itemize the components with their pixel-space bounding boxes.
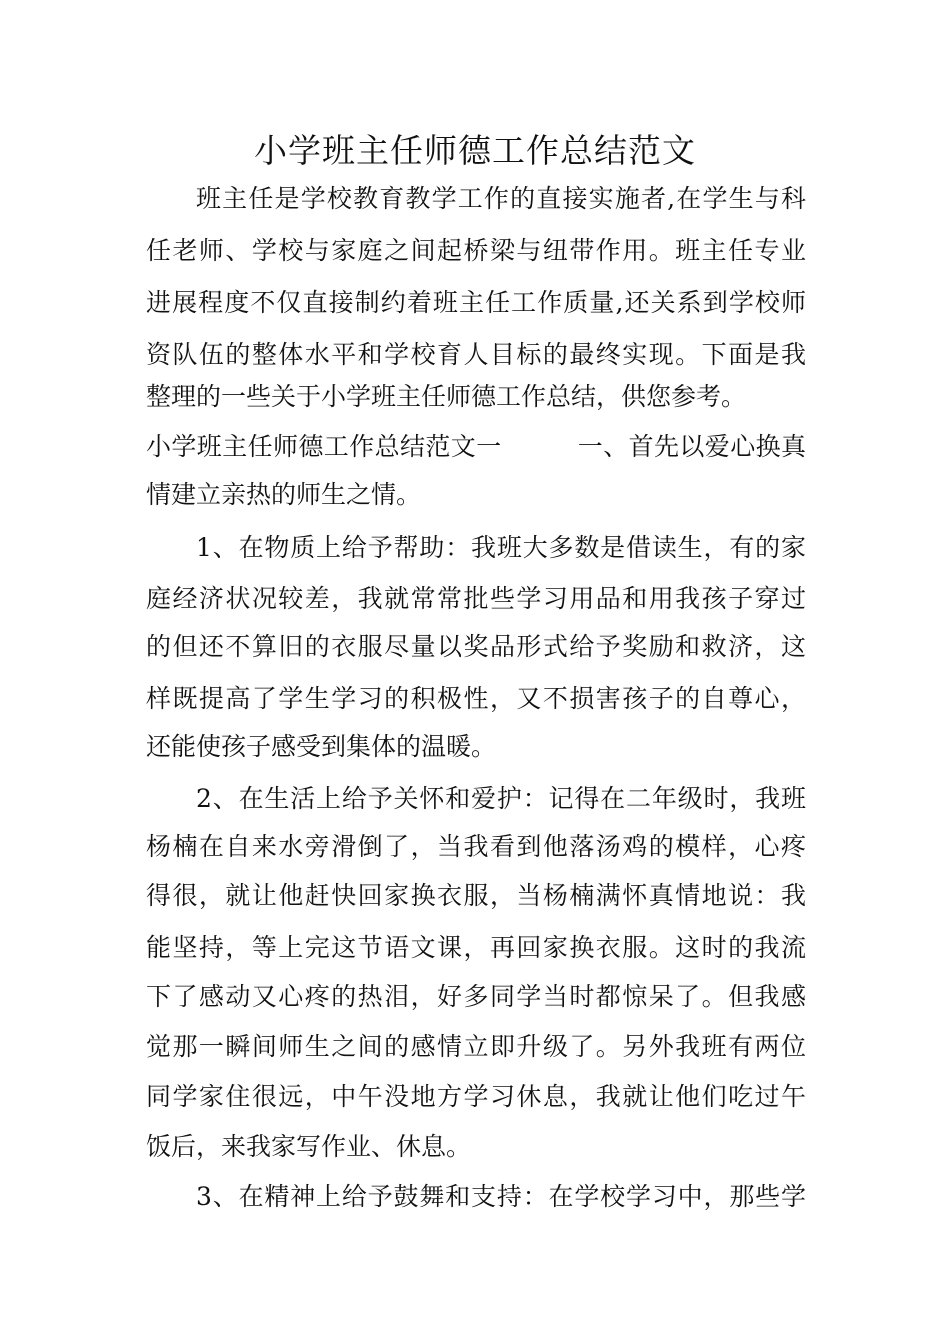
paragraph-line: 觉那一瞬间师生之间的感情立即升级了。另外我班有两位: [146, 1032, 806, 1061]
paragraph-line: 得很，就让他赶快回家换衣服，当杨楠满怀真情地说：我: [146, 881, 806, 910]
paragraph-line: 下了感动又心疼的热泪，好多同学当时都惊呆了。但我感: [146, 982, 806, 1011]
document-title: 小学班主任师德工作总结范文: [254, 131, 696, 170]
paragraph-line: 还能使孩子感受到集体的温暖。: [146, 732, 497, 761]
paragraph-line: 庭经济状况较差，我就常常批些学习用品和用我孩子穿过: [146, 584, 806, 613]
paragraph-line: 资队伍的整体水平和学校育人目标的最终实现。下面是我: [146, 340, 806, 369]
paragraph-line: 进展程度不仅直接制约着班主任工作质量,还关系到学校师: [146, 288, 806, 317]
section-heading-line: 情建立亲热的师生之情。: [146, 480, 422, 509]
paragraph-line: 任老师、学校与家庭之间起桥梁与纽带作用。班主任专业: [146, 236, 806, 265]
paragraph-line: 饭后，来我家写作业、休息。: [146, 1132, 472, 1161]
paragraph-line: 班主任是学校教育教学工作的直接实施者,在学生与科: [196, 184, 806, 213]
paragraph-line: 同学家住很远，中午没地方学习休息，我就让他们吃过午: [146, 1082, 806, 1111]
paragraph-line: 1、在物质上给予帮助：我班大多数是借读生，有的家: [196, 533, 806, 562]
paragraph-line: 杨楠在自来水旁滑倒了，当我看到他落汤鸡的模样，心疼: [146, 832, 806, 861]
paragraph-line: 的但还不算旧的衣服尽量以奖品形式给予奖励和救济，这: [146, 632, 806, 661]
paragraph-line: 整理的一些关于小学班主任师德工作总结，供您参考。: [146, 382, 747, 411]
paragraph-line: 样既提高了学生学习的积极性，又不损害孩子的自尊心，: [146, 684, 806, 713]
paragraph-line: 3、在精神上给予鼓舞和支持：在学校学习中，那些学: [196, 1182, 806, 1211]
paragraph-line: 2、在生活上给予关怀和爱护：记得在二年级时，我班: [196, 784, 806, 813]
paragraph-line: 能坚持，等上完这节语文课，再回家换衣服。这时的我流: [146, 933, 806, 962]
section-heading-line: 小学班主任师德工作总结范文一 一、首先以爱心换真: [146, 432, 806, 461]
